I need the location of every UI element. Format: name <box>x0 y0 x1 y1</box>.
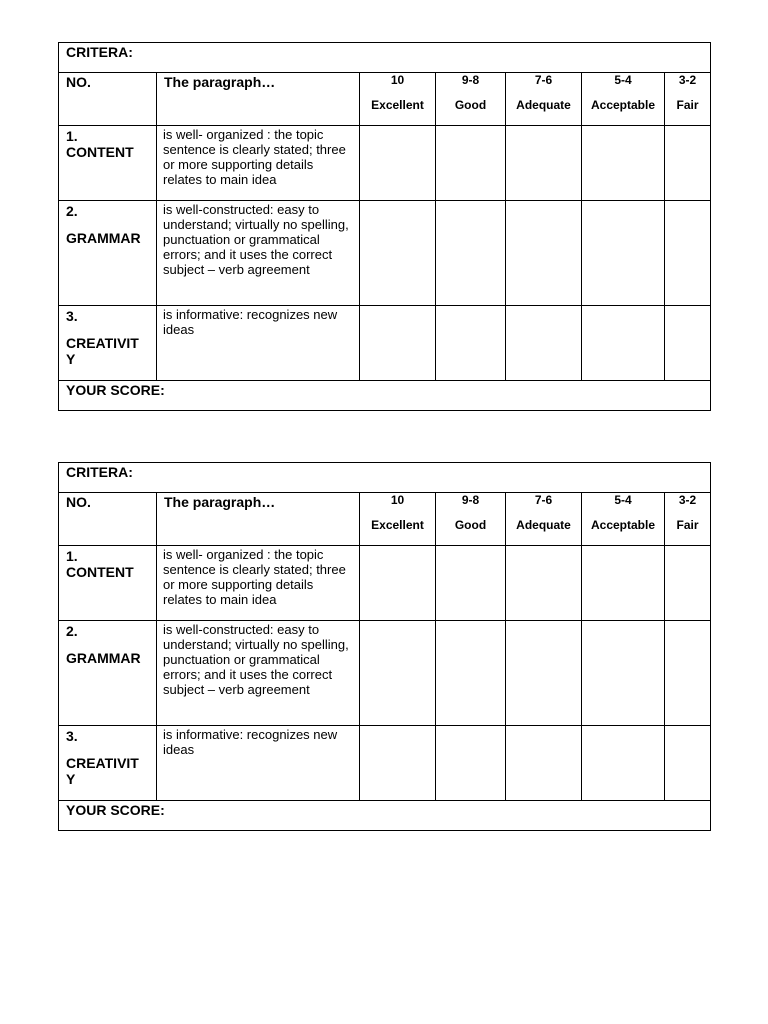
header-row <box>59 73 711 126</box>
scale-label: Acceptable <box>590 518 656 532</box>
scale-label: Fair <box>676 98 699 112</box>
score-cell-3-2[interactable] <box>665 726 711 801</box>
criterion-name: CONTENT <box>66 144 134 160</box>
criterion-row <box>59 306 711 381</box>
score-cell-5-4[interactable] <box>582 306 665 381</box>
scale-points: 3-2 <box>678 493 697 507</box>
scale-header <box>582 493 665 546</box>
scale-points: 7-6 <box>534 73 553 87</box>
scale-label: Excellent <box>371 518 424 532</box>
score-cell-7-6[interactable] <box>506 126 582 201</box>
criterion-name: CREATIVIT Y <box>66 335 139 367</box>
criterion-name-cell <box>59 726 157 801</box>
score-cell-7-6[interactable] <box>506 201 582 306</box>
score-cell-5-4[interactable] <box>582 726 665 801</box>
score-cell-3-2[interactable] <box>665 201 711 306</box>
criterion-description: is well-constructed: easy to understand; virtually no spelling, punctuation or grammatical errors; and it uses the correct subject – verb agreement <box>157 201 360 306</box>
scale-label: Adequate <box>516 518 571 532</box>
criterion-description: is well- organized : the topic sentence is clearly stated; three or more supporting details relates to main idea <box>157 126 360 201</box>
score-cell-5-4[interactable] <box>582 621 665 726</box>
criterion-row <box>59 126 711 201</box>
rubric-table <box>58 462 711 831</box>
score-cell-10[interactable] <box>360 306 436 381</box>
criterion-name-cell <box>59 546 157 621</box>
criterion-name: GRAMMAR <box>66 650 141 666</box>
scale-label: Excellent <box>371 98 424 112</box>
score-cell-9-8[interactable] <box>436 621 506 726</box>
score-cell-7-6[interactable] <box>506 306 582 381</box>
criterion-row <box>59 726 711 801</box>
criteria-row <box>59 43 711 73</box>
criterion-description: is well- organized : the topic sentence is clearly stated; three or more supporting details relates to main idea <box>157 546 360 621</box>
criteria-label: CRITERA: <box>59 463 711 493</box>
criterion-number: 1. <box>66 128 78 144</box>
criterion-row <box>59 201 711 306</box>
criterion-description: is informative: recognizes new ideas <box>157 726 360 801</box>
scale-points: 5-4 <box>614 493 632 507</box>
criterion-name-cell <box>59 306 157 381</box>
criterion-name: CONTENT <box>66 564 134 580</box>
criterion-number: 3. <box>66 728 78 744</box>
score-cell-10[interactable] <box>360 126 436 201</box>
your-score-label[interactable]: YOUR SCORE: <box>59 801 711 831</box>
criterion-name: CREATIVIT Y <box>66 755 139 787</box>
score-row <box>59 381 711 411</box>
paragraph-header: The paragraph… <box>157 493 360 546</box>
score-row <box>59 801 711 831</box>
criterion-row <box>59 546 711 621</box>
score-cell-3-2[interactable] <box>665 546 711 621</box>
scale-label: Fair <box>676 518 699 532</box>
scale-points: 10 <box>390 493 405 507</box>
score-cell-9-8[interactable] <box>436 726 506 801</box>
criterion-row <box>59 621 711 726</box>
criteria-label: CRITERA: <box>59 43 711 73</box>
score-cell-7-6[interactable] <box>506 726 582 801</box>
scale-points: 7-6 <box>534 493 553 507</box>
your-score-label[interactable]: YOUR SCORE: <box>59 381 711 411</box>
score-cell-9-8[interactable] <box>436 201 506 306</box>
criterion-description: is well-constructed: easy to understand; virtually no spelling, punctuation or grammatical errors; and it uses the correct subject – verb agreement <box>157 621 360 726</box>
score-cell-10[interactable] <box>360 546 436 621</box>
score-cell-9-8[interactable] <box>436 546 506 621</box>
criterion-name-cell <box>59 621 157 726</box>
no-header: NO. <box>59 73 157 126</box>
scale-header <box>582 73 665 126</box>
scale-points: 10 <box>390 73 405 87</box>
criterion-name-cell <box>59 201 157 306</box>
score-cell-9-8[interactable] <box>436 126 506 201</box>
scale-header <box>360 73 436 126</box>
scale-label: Adequate <box>516 98 571 112</box>
score-cell-7-6[interactable] <box>506 621 582 726</box>
score-cell-9-8[interactable] <box>436 306 506 381</box>
paragraph-header: The paragraph… <box>157 73 360 126</box>
criterion-name-cell <box>59 126 157 201</box>
scale-points: 9-8 <box>461 493 480 507</box>
criterion-number: 2. <box>66 623 78 639</box>
score-cell-3-2[interactable] <box>665 126 711 201</box>
scale-header <box>506 493 582 546</box>
scale-header <box>665 493 711 546</box>
score-cell-10[interactable] <box>360 201 436 306</box>
criterion-name: GRAMMAR <box>66 230 141 246</box>
criterion-description: is informative: recognizes new ideas <box>157 306 360 381</box>
scale-header <box>436 73 506 126</box>
scale-label: Acceptable <box>590 98 656 112</box>
score-cell-7-6[interactable] <box>506 546 582 621</box>
scale-points: 5-4 <box>614 73 632 87</box>
score-cell-10[interactable] <box>360 726 436 801</box>
score-cell-3-2[interactable] <box>665 621 711 726</box>
scale-label: Good <box>454 518 487 532</box>
scale-points: 9-8 <box>461 73 480 87</box>
criterion-number: 1. <box>66 548 78 564</box>
score-cell-5-4[interactable] <box>582 546 665 621</box>
score-cell-5-4[interactable] <box>582 201 665 306</box>
score-cell-3-2[interactable] <box>665 306 711 381</box>
scale-header <box>506 73 582 126</box>
score-cell-5-4[interactable] <box>582 126 665 201</box>
scale-header <box>360 493 436 546</box>
scale-header <box>665 73 711 126</box>
scale-points: 3-2 <box>678 73 697 87</box>
scale-header <box>436 493 506 546</box>
header-row <box>59 493 711 546</box>
criteria-row <box>59 463 711 493</box>
criterion-number: 2. <box>66 203 78 219</box>
score-cell-10[interactable] <box>360 621 436 726</box>
rubric-table <box>58 42 711 411</box>
scale-label: Good <box>454 98 487 112</box>
no-header: NO. <box>59 493 157 546</box>
criterion-number: 3. <box>66 308 78 324</box>
